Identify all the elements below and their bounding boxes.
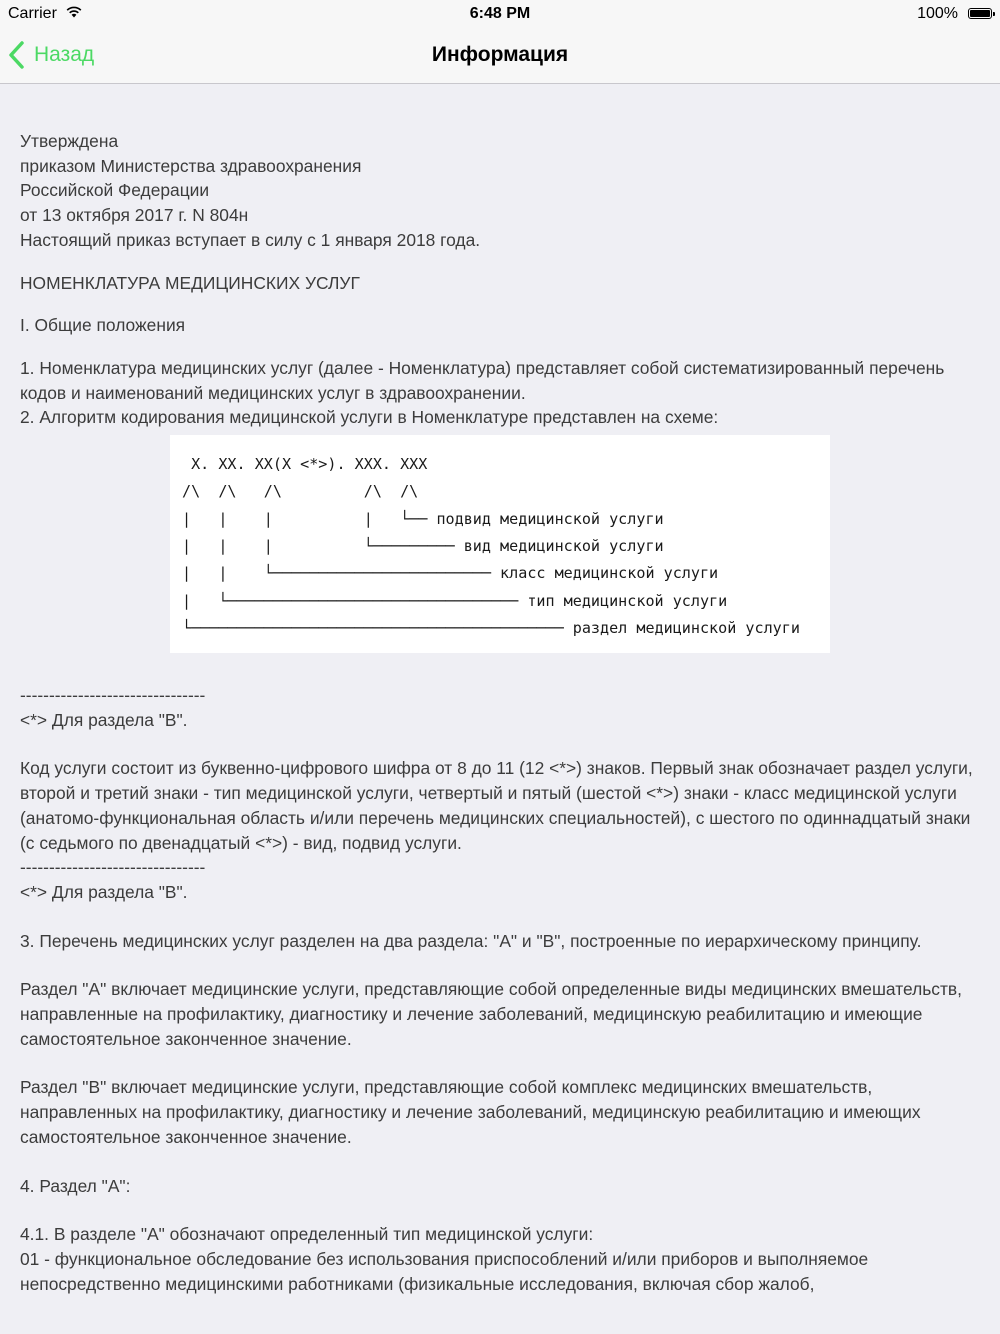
page-title: Информация (431, 43, 569, 66)
carrier-label: Carrier (8, 5, 57, 22)
section-heading: I. Общие положения (20, 315, 186, 336)
navigation-bar (0, 28, 1000, 84)
paragraph-3: 3. Перечень медицинских услуг разделен на два раздела: "A" и "B", построенные по иерархическому принципу. (20, 930, 922, 951)
document-body (20, 129, 985, 1296)
battery-icon (968, 8, 992, 19)
footnote-separator: -------------------------------- (20, 685, 206, 706)
paragraph-section-b: Раздел "B" включает медицинские услуги, представляющие собой комплекс медицинских вмешательств, направленных на профилактику, диагностику и лечение заболеваний, медицинскую реабилитацию и имеющих самостоятельное законченное значение. (20, 1077, 921, 1147)
footnote: <*> Для раздела "B". (20, 709, 188, 730)
paragraph-section-a: Раздел "A" включает медицинские услуги, представляющие собой определенные виды медицинских вмешательств, направленные на профилактику, диагностику и лечение заболеваний, медицинскую реабилитацию и имеющие самостоятельное законченное значение. (20, 979, 963, 1049)
footnote-separator-2: -------------------------------- (20, 857, 206, 878)
paragraph-code: Код услуги состоит из буквенно-цифрового шифра от 8 до 11 (12 <*>) знаков. Первый знак обозначает раздел услуги, второй и третий знаки - тип медицинской услуги, четвертый и пятый (шестой <*>) знаки - класс медицинской услуги (анатомо-функциональная область и/или перечень медицинских специальностей), с шестого по одиннадцатый знаки (с седьмого по двенадцатый <*>) - вид, подвид услуги. (20, 758, 973, 853)
back-label: Назад (34, 43, 95, 66)
footnote-2: <*> Для раздела "B". (20, 881, 188, 902)
paragraph-4: 4. Раздел "A": (20, 1175, 131, 1196)
coding-scheme-text: X. XX. XX(X <*>). XXX. XXX /\ /\ /\ /\ /\ | | | | └── подвид медицинской услуги | | | └───────── вид медицинской услуги | | └──────────────────────── класс медицинской услуги | └──────────────────────────────── тип медицинской услуги └───────────────────────────────────────── раздел медицинской услуги (182, 455, 800, 637)
approval-header: Утверждена приказом Министерства здравоохранения Российской Федерации от 13 октября 2017 г. N 804н Настоящий приказ вступает в силу с 1 января 2018 года. (20, 131, 481, 250)
document-heading: НОМЕНКЛАТУРА МЕДИЦИНСКИХ УСЛУГ (20, 272, 360, 293)
coding-scheme-diagram (170, 435, 830, 653)
clock: 6:48 PM (469, 5, 531, 22)
battery-percent: 100% (917, 5, 958, 22)
paragraph-1: 1. Номенклатура медицинских услуг (далее - Номенклатура) представляет собой систематизированный перечень кодов и наименований медицинских услуг в здравоохранении. 2. Алгоритм кодирования медицинской услуги в Номенклатуре представлен на схеме: (20, 357, 945, 428)
paragraph-4-1: 4.1. В разделе "A" обозначают определенный тип медицинской услуги: 01 - функциональное обследование без использования приспособлений и/или приборов и выполняемое непосредственно медицинскими работниками (физикальные исследования, включая сбор жалоб, (20, 1224, 869, 1294)
status-bar (0, 0, 1000, 28)
